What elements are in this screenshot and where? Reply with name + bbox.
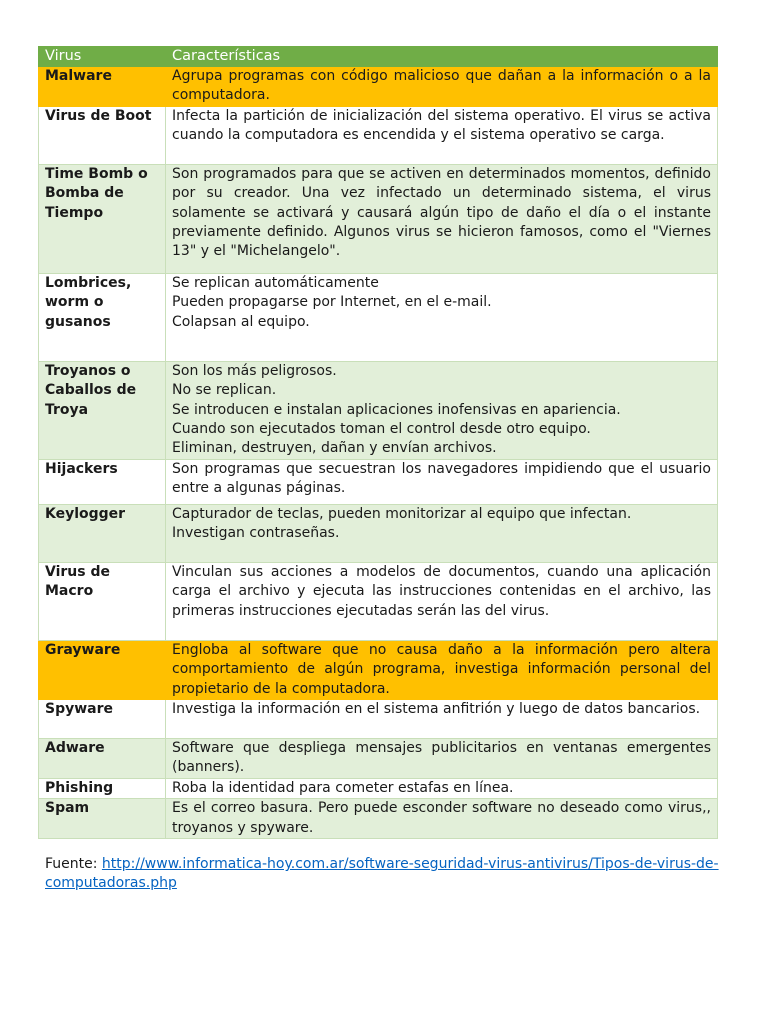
virus-description (166, 273, 718, 361)
virus-name: Adware (39, 739, 166, 779)
virus-description: Agrupa programas con código malicioso que dañan a la información o a la computadora. (166, 67, 718, 107)
source-citation (45, 855, 725, 893)
table-row (39, 273, 718, 361)
virus-name: Time Bomb o Bomba de Tiempo (39, 164, 166, 273)
description-line: Capturador de teclas, pueden monitorizar al equipo que infectan. (172, 505, 632, 522)
virus-name: Grayware (39, 640, 166, 699)
table-row (39, 700, 718, 739)
table-row (39, 361, 718, 459)
table-row (39, 562, 718, 640)
table-row (39, 67, 718, 107)
virus-name: Hijackers (39, 459, 166, 504)
table-header-row (39, 47, 718, 67)
table-row (39, 739, 718, 779)
header-virus: Virus (39, 47, 166, 67)
table-row (39, 106, 718, 164)
virus-description: Roba la identidad para cometer estafas en línea. (166, 778, 718, 798)
table-row (39, 459, 718, 504)
virus-name: Virus de Boot (39, 106, 166, 164)
virus-name: Phishing (39, 778, 166, 798)
virus-description (166, 504, 718, 562)
source-label: Fuente: (45, 856, 102, 872)
virus-name: Troyanos o Caballos de Troya (39, 361, 166, 459)
header-caracteristicas: Características (166, 47, 718, 67)
source-link[interactable]: http://www.informatica-hoy.com.ar/software-seguridad-virus-antivirus/Tipos-de-virus-de-computadoras.php (45, 856, 719, 891)
table-row (39, 778, 718, 798)
description-line: Eliminan, destruyen, dañan y envían archivos. (172, 440, 497, 457)
description-line: Son los más peligrosos. (172, 362, 337, 379)
description-line: Se introducen e instalan aplicaciones inofensivas en apariencia. (172, 401, 621, 418)
description-line: Investigan contraseñas. (172, 525, 340, 542)
virus-name: Spam (39, 799, 166, 839)
virus-description: Es el correo basura. Pero puede esconder software no deseado como virus,, troyanos y spyware. (166, 799, 718, 839)
virus-description: Investiga la información en el sistema anfitrión y luego de datos bancarios. (166, 700, 718, 739)
virus-name: Malware (39, 67, 166, 107)
virus-description: Son programas que secuestran los navegadores impidiendo que el usuario entre a algunas páginas. (166, 459, 718, 504)
virus-description (166, 361, 718, 459)
virus-table (38, 46, 718, 839)
table-row (39, 504, 718, 562)
virus-description: Engloba al software que no causa daño a la información pero altera comportamiento de algún programa, investiga información personal del propietario de la computadora. (166, 640, 718, 699)
virus-name: Virus de Macro (39, 562, 166, 640)
virus-name: Lombrices, worm o gusanos (39, 273, 166, 361)
table-row (39, 640, 718, 699)
virus-description: Infecta la partición de inicialización del sistema operativo. El virus se activa cuando la computadora es encendida y el sistema operativo se carga. (166, 106, 718, 164)
description-line: Cuando son ejecutados toman el control desde otro equipo. (172, 421, 591, 438)
description-line: Colapsan al equipo. (172, 313, 310, 330)
virus-description: Vinculan sus acciones a modelos de documentos, cuando una aplicación carga el archivo y ejecuta las instrucciones contenidas en el archivo, las primeras instrucciones ejecutadas serán las del virus. (166, 562, 718, 640)
description-line: Se replican automáticamente (172, 274, 379, 291)
virus-description: Software que despliega mensajes publicitarios en ventanas emergentes (banners). (166, 739, 718, 779)
virus-name: Keylogger (39, 504, 166, 562)
description-line: No se replican. (172, 382, 277, 399)
virus-description: Son programados para que se activen en determinados momentos, definido por su creador. Una vez infectado un determinado sistema, el virus solamente se activará y causará algún tipo de daño el día o el instante previamente definido. Algunos virus se hicieron famosos, como el "Viernes 13" y el "Michelangelo". (166, 164, 718, 273)
virus-name: Spyware (39, 700, 166, 739)
table-row (39, 164, 718, 273)
description-line: Pueden propagarse por Internet, en el e-mail. (172, 294, 492, 311)
table-row (39, 799, 718, 839)
